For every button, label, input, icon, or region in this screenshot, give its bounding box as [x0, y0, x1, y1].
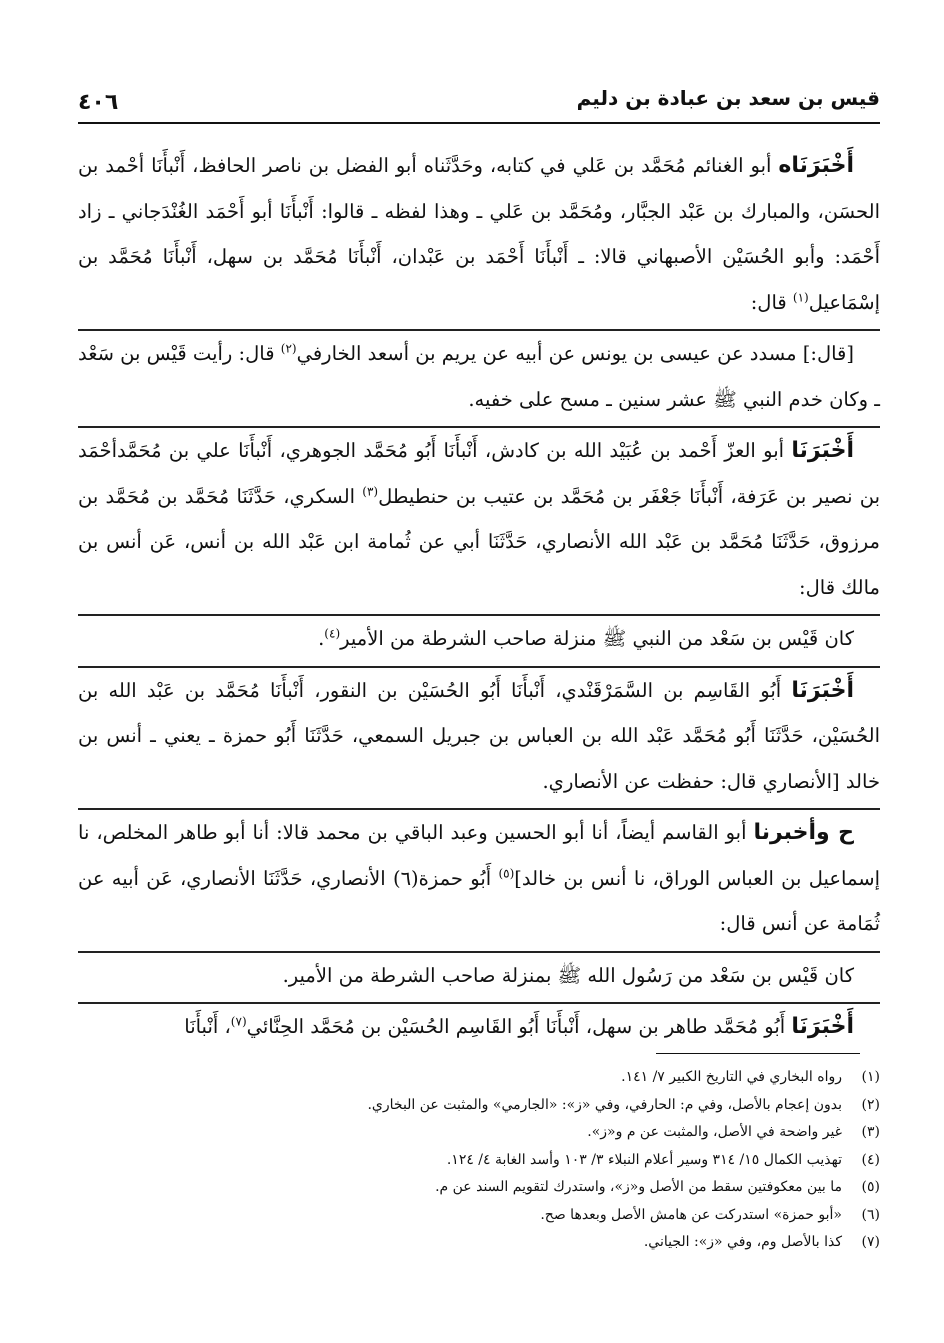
footnote-number: (٢)	[861, 1096, 880, 1113]
paragraph-1	[78, 143, 880, 325]
paragraph-text: أبو العزّ أَحْمد بن عُبَيْد الله بن كادش، أَنْبأَنَا أَبُو مُحَمَّد الجوهري، أَنْبأَنَا علي بن مُحَمَّدأحْمَد بن نصير بن عَرَفة، أَنْبأَنَا جَعْفَر بن مُحَمَّد بن عتيب بن حنطيطل	[78, 439, 880, 508]
paragraph-lead: أَخْبَرَنَا	[791, 438, 854, 463]
footnote-text: كذا بالأصل وم، وفي «ز»: الجياني.	[643, 1234, 842, 1250]
footnote-number: (٧)	[861, 1234, 880, 1250]
footnote-mark[interactable]: (١)	[792, 290, 809, 304]
paragraph-text: كان قَيْس بن سَعْد من رَسُول الله ﷺ بمنزلة صاحب الشرطة من الأمير.	[282, 963, 854, 987]
footnote-mark[interactable]: (٢)	[280, 341, 297, 356]
paragraph-tail: أَبُو حمزة(٦) الأنصاري، حَدَّثَنَا الأنصاري، عَن أبيه عن ثُمَامة عن أنس قال:	[78, 866, 880, 935]
footnote-number: (٦)	[861, 1206, 880, 1223]
footnote-number: (٥)	[861, 1179, 880, 1195]
paragraph-tail: قال: رأيت قَيْس بن سَعْد ـ وكان خدم النبي ﷺ عشر سنين ـ مسح على خفيه.	[78, 342, 880, 411]
paragraph-tail: قال:	[750, 290, 793, 314]
paragraph-text: كان قَيْس بن سَعْد من النبي ﷺ منزلة صاحب الشرطة من الأمير	[340, 627, 854, 650]
paragraph-lead: أَخْبَرَنَا	[791, 677, 854, 703]
footnote-text: تهذيب الكمال ١٥/ ٣١٤ وسير أعلام النبلاء ٣/ ١٠٣ وأسد الغابة ٤/ ١٢٤.	[446, 1151, 842, 1168]
footnote-item	[78, 1147, 880, 1175]
paragraph-6	[78, 808, 880, 947]
page-number: ٤٠٦	[78, 90, 119, 115]
footnote-item	[78, 1092, 880, 1120]
footnote-mark[interactable]: (٤)	[324, 626, 341, 641]
footnote-item	[78, 1119, 880, 1147]
chapter-title: قيس بن سعد بن عبادة بن دليم	[576, 86, 880, 110]
paragraph-tail: ، أَنْبأَنَا	[184, 1015, 231, 1038]
paragraph-tail: .	[318, 627, 325, 650]
footnote-rule	[656, 1053, 860, 1054]
header-rule	[78, 122, 880, 124]
running-header	[78, 86, 880, 120]
footnote-number: (٣)	[861, 1124, 880, 1140]
paragraph-5	[78, 666, 880, 805]
footnote-text: غير واضحة في الأصل، والمثبت عن م و«ز».	[587, 1124, 842, 1140]
footnotes	[78, 1064, 880, 1257]
footnote-text: رواه البخاري في التاريخ الكبير ٧/ ١٤١.	[621, 1069, 842, 1085]
paragraph-text: أَبُو مُحَمَّد طاهر بن سهل، أَنْبأَنَا أَبُو القَاسِم الحُسَيْن بن مُحَمَّد الحِنَّائي	[246, 1015, 792, 1038]
footnote-item	[78, 1174, 880, 1202]
paragraph-tail: السكري، حَدَّثَنَا مُحَمَّد بن مُحَمَّد بن مرزوق، حَدَّثَنَا مُحَمَّد بن عَبْد الله الأنصاري، حَدَّثَنَا أبي عن ثُمامة ابن عَبْد الله بن أنس، عَن أنس بن مالك قال:	[78, 484, 880, 599]
paragraph-lead: أَخْبَرَنَاه	[778, 153, 854, 178]
paragraph-text: أبو القاسم أيضاً، أنا أبو الحسين وعبد الباقي بن محمد قالا: أنا أبو طاهر المخلص، نا إسماعيل بن العباس الوراق، نا أنس بن خالد]	[78, 821, 880, 890]
footnote-text: ما بين معكوفتين سقط من الأصل و«ز»، واستدرك لتقويم السند عن م.	[435, 1179, 842, 1195]
footnote-item	[78, 1229, 880, 1257]
paragraph-lead: أَخْبَرَنَا	[791, 1014, 854, 1039]
paragraph-text: [قال:] مسدد عن عيسى بن يونس عن أبيه عن يريم بن أسعد الخارفي	[296, 342, 854, 365]
footnote-item	[78, 1202, 880, 1230]
paragraph-text: أَبُو القَاسِم بن السَّمَرْقَنْدي، أَنْبأَنَا أَبُو الحُسَيْن بن النقور، أَنْبأَنَا مُحَمَّد بن عَبْد الله بن الحُسَيْن، حَدَّثَنَا أَبُو مُحَمَّد عَبْد الله بن العباس بن جبريل السمعي، حَدَّثَنَا أَبُو حمزة ـ يعني ـ أنس بن خالد [الأنصاري قال: حفظت عن الأنصاري.	[78, 678, 880, 793]
footnote-text: بدون إعجام بالأصل، وفي م: الحارفي، وفي «ز»: «الجارمي» والمثبت عن البخاري.	[367, 1096, 842, 1113]
paragraph-lead: ح وأخبرنا	[753, 820, 854, 845]
footnote-item	[78, 1064, 880, 1092]
footnote-number: (٤)	[861, 1151, 880, 1168]
main-text	[78, 143, 880, 1050]
paragraph-3	[78, 426, 880, 610]
paragraph-7	[78, 951, 880, 999]
footnote-mark[interactable]: (٧)	[230, 1014, 247, 1029]
footnote-number: (١)	[861, 1069, 880, 1085]
footnote-mark[interactable]: (٥)	[498, 866, 515, 880]
footnote-mark[interactable]: (٣)	[362, 484, 379, 498]
footnote-text: «أبو حمزة» استدركت عن هامش الأصل وبعدها صح.	[540, 1206, 842, 1223]
paragraph-8	[78, 1002, 880, 1050]
paragraph-4	[78, 614, 880, 662]
paragraph-text: أبو الغنائم مُحَمَّد بن عَلي في كتابه، وحَدَّثَناه أبو الفضل بن ناصر الحافظ، أَنْبأَنَا أحْمد بن الحسَن، والمبارك بن عَبْد الجبَّار، ومُحَمَّد بن عَلي ـ وهذا لفظه ـ قالوا: أَنْبأَنَا أبو أَحْمَد الغُنْدَجاني ـ زاد أَحْمَد: وأبو الحُسَيْن الأصبهاني قالا: ـ أَنْبأَنَا أَحْمَد بن عَبْدان، أَنْبأَنَا مُحَمَّد بن سهل، أَنْبأَنَا مُحَمَّد بن إسْمَاعيل	[78, 154, 880, 314]
paragraph-2	[78, 329, 880, 422]
